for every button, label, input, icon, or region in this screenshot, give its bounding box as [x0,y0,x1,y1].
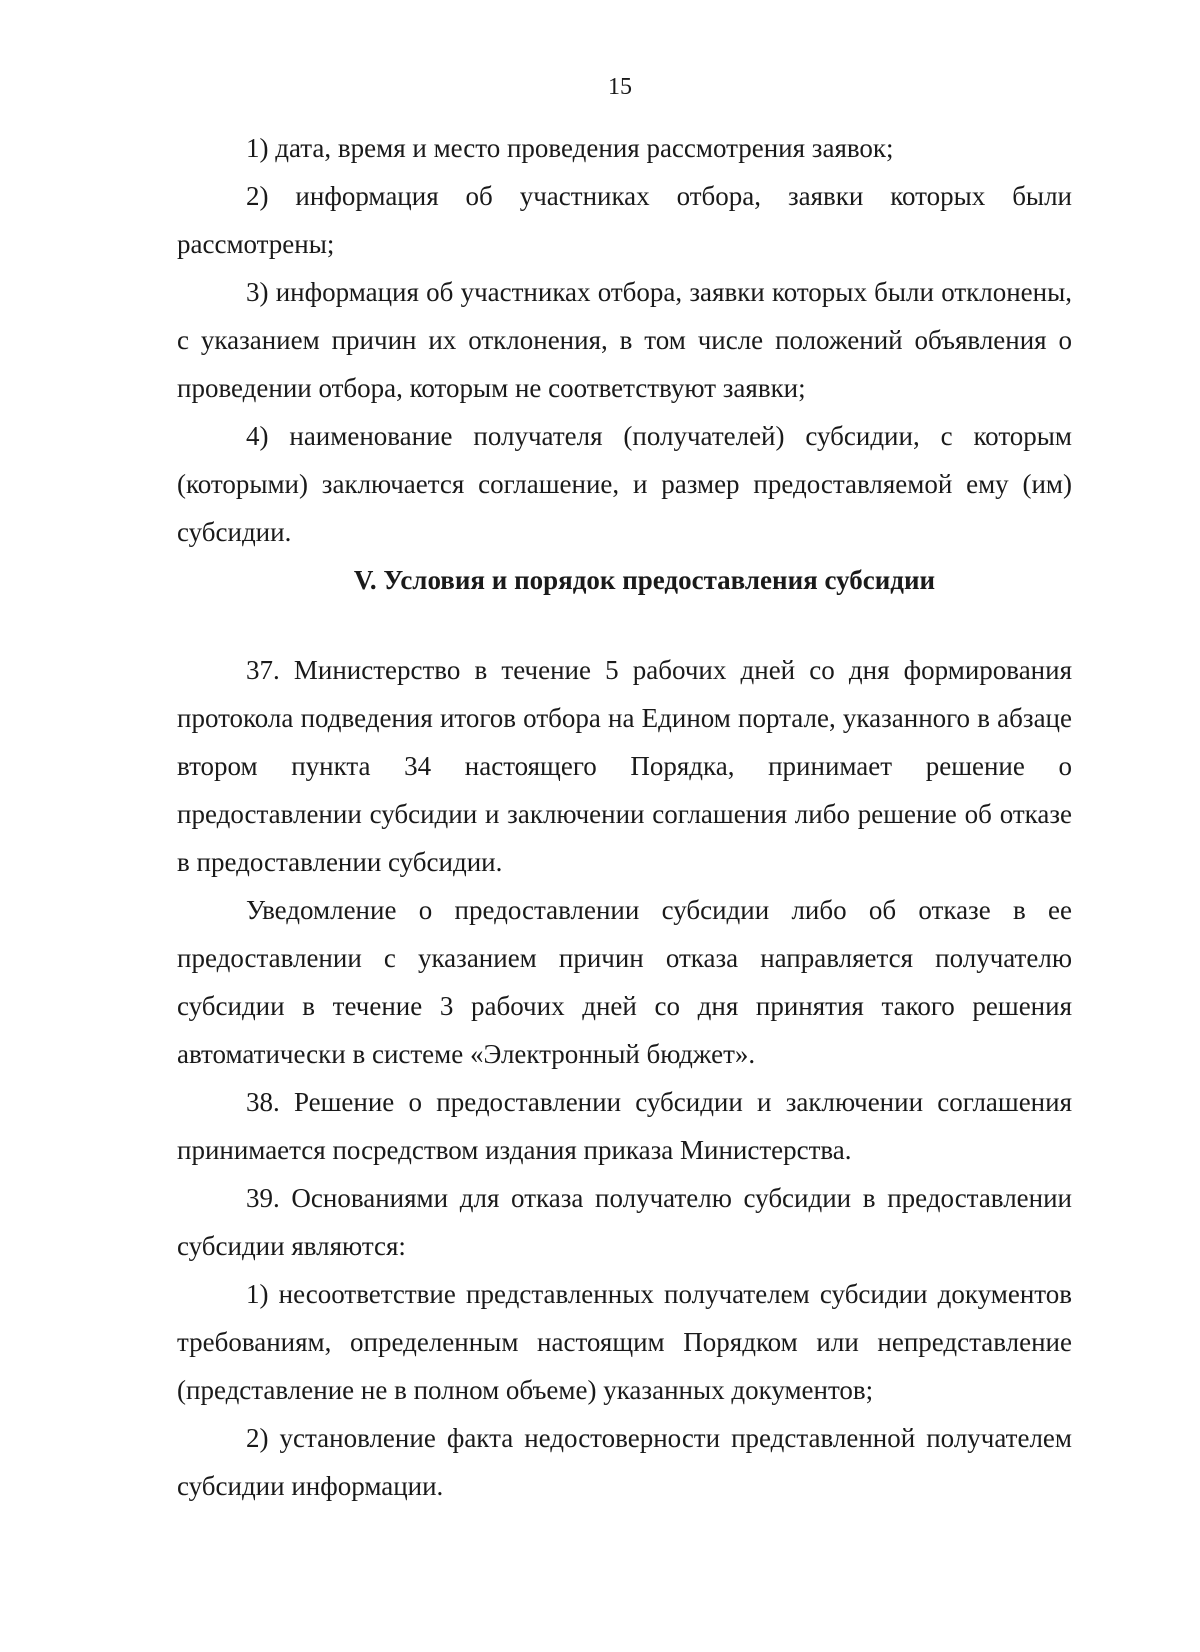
list-item-2: 2) информация об участниках отбора, заявки которых были рассмотрены; [177,181,1072,259]
list-item-3: 3) информация об участниках отбора, заявки которых были отклонены, с указанием причин их отклонения, в том числе положений объявления о проведении отбора, которым не соответствуют заявки; [177,277,1072,403]
paragraph-notification: Уведомление о предоставлении субсидии либо об отказе в ее предоставлении с указанием причин отказа направляется получателю субсидии в течение 3 рабочих дней со дня принятия такого решения автоматически в системе «Электронный бюджет». [177,895,1072,1069]
paragraph-39-item-1: 1) несоответствие представленных получателем субсидии документов требованиям, определенным настоящим Порядком или непредставление (представление не в полном объеме) указанных документов; [177,1279,1072,1405]
paragraph-39-item-2: 2) установление факта недостоверности представленной получателем субсидии информации. [177,1423,1072,1501]
paragraph-38: 38. Решение о предоставлении субсидии и заключении соглашения принимается посредством издания приказа Министерства. [177,1087,1072,1165]
document-body [177,124,1072,1510]
paragraph-37: 37. Министерство в течение 5 рабочих дней со дня формирования протокола подведения итогов отбора на Едином портале, указанного в абзаце втором пункта 34 настоящего Порядка, принимает решение о предоставлении субсидии и заключении соглашения либо решение об отказе в предоставлении субсидии. [177,655,1072,877]
page-number: 15 [608,74,632,100]
list-item-1: 1) дата, время и место проведения рассмотрения заявок; [246,133,894,163]
heading-spacer [177,604,1072,646]
section-heading: V. Условия и порядок предоставления субсидии [353,565,936,595]
paragraph-39: 39. Основаниями для отказа получателю субсидии в предоставлении субсидии являются: [177,1183,1072,1261]
list-item-4: 4) наименование получателя (получателей) субсидии, с которым (которыми) заключается соглашение, и размер предоставляемой ему (им) субсидии. [177,421,1072,547]
